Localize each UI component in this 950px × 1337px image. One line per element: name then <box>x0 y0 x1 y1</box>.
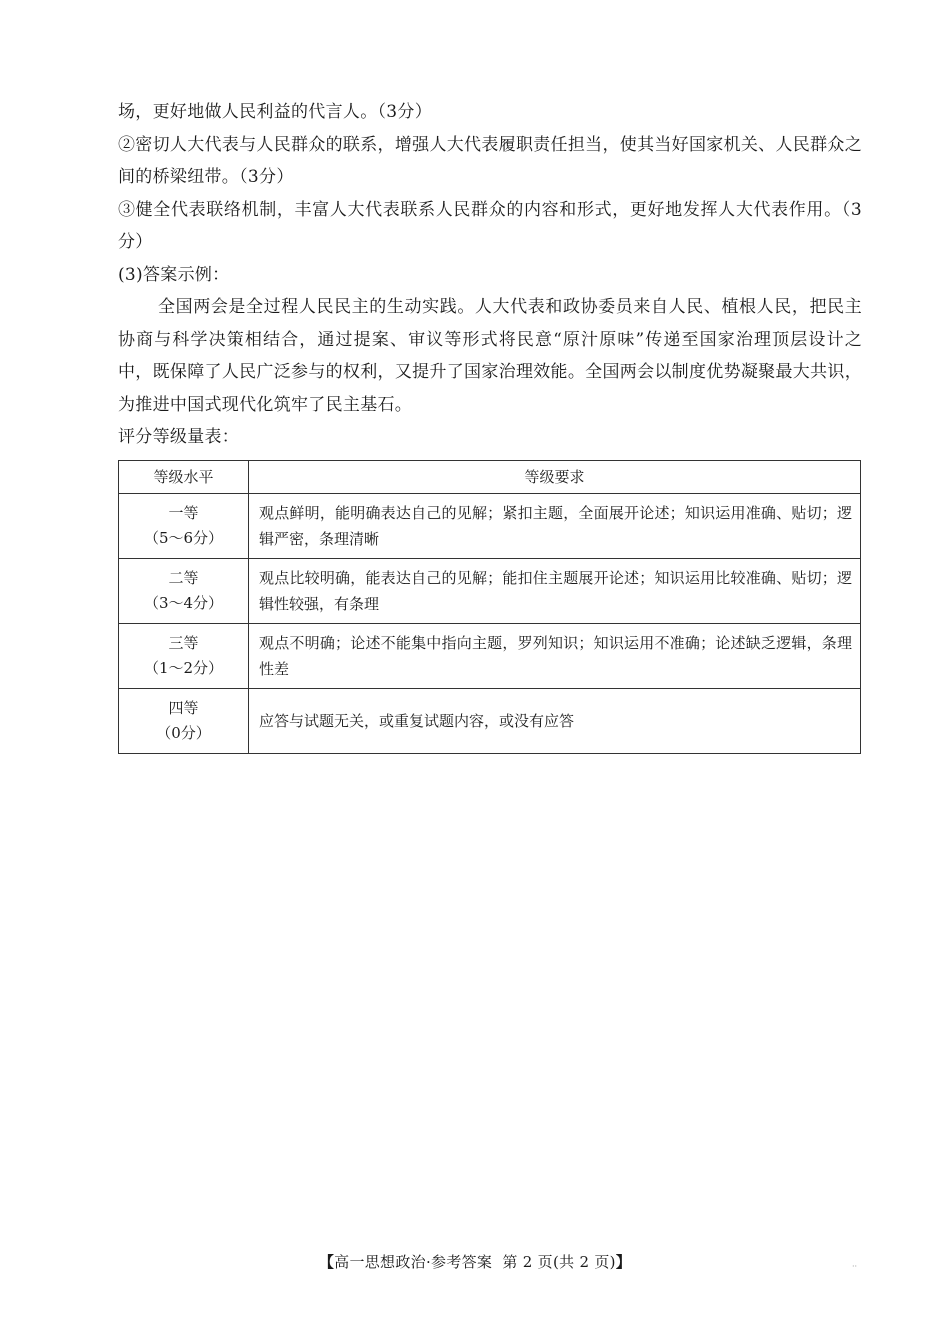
paragraph-4: (3)答案示例： <box>118 264 230 285</box>
level-score: （3～4分） <box>143 593 224 612</box>
rubric-header-row <box>119 460 861 493</box>
footer-bracket-close: 】 <box>615 1253 632 1271</box>
level-cell <box>119 558 249 623</box>
requirement-cell: 应答与试题无关，或重复试题内容，或没有应答 <box>249 688 861 753</box>
level-score: （5～6分） <box>143 528 224 547</box>
header-requirement: 等级要求 <box>249 460 861 493</box>
table-row <box>119 493 861 558</box>
level-score: （0分） <box>156 723 211 742</box>
paragraph-2: ②密切人大代表与人民群众的联系，增强人大代表履职责任担当，使其当好国家机关、人民群众之间的桥梁纽带。（3分） <box>118 134 862 187</box>
answer-paragraphs <box>118 96 862 454</box>
level-cell <box>119 688 249 753</box>
level-name: 四等 <box>168 698 199 717</box>
level-score: （1～2分） <box>143 658 224 677</box>
footer-bracket-open: 【 <box>318 1253 335 1271</box>
footer-page-number: 第 2 页(共 2 页) <box>502 1253 616 1271</box>
level-name: 一等 <box>168 503 199 522</box>
paragraph-5: 全国两会是全过程人民民主的生动实践。人大代表和政协委员来自人民、植根人民，把民主协商与科学决策相结合，通过提案、审议等形式将民意“原汁原味”传递至国家治理顶层设计之中，既保障了人民广泛参与的权利，又提升了国家治理效能。全国两会以制度优势凝聚最大共识，为推进中国式现代化筑牢了民主基石。 <box>118 297 862 415</box>
level-cell <box>119 493 249 558</box>
page-footer <box>0 1251 950 1272</box>
level-cell <box>119 623 249 688</box>
level-name: 三等 <box>168 633 199 652</box>
corner-mark: ·· <box>852 1262 858 1271</box>
rubric-table <box>118 460 861 754</box>
footer-title: 高一思想政治·参考答案 <box>334 1253 493 1271</box>
requirement-cell: 观点比较明确，能表达自己的见解；能扣住主题展开论述；知识运用比较准确、贴切；逻辑性较强，有条理 <box>249 558 861 623</box>
requirement-cell: 观点鲜明，能明确表达自己的见解；紧扣主题，全面展开论述；知识运用准确、贴切；逻辑严密，条理清晰 <box>249 493 861 558</box>
paragraph-3: ③健全代表联络机制，丰富人大代表联系人民群众的内容和形式，更好地发挥人大代表作用。（3分） <box>118 199 862 252</box>
header-level: 等级水平 <box>119 460 249 493</box>
table-row <box>119 558 861 623</box>
table-row <box>119 688 861 753</box>
requirement-cell: 观点不明确；论述不能集中指向主题，罗列知识；知识运用不准确；论述缺乏逻辑，条理性差 <box>249 623 861 688</box>
paragraph-6: 评分等级量表： <box>118 427 240 447</box>
level-name: 二等 <box>168 568 199 587</box>
answer-content <box>118 96 862 754</box>
paragraph-1: 场，更好地做人民利益的代言人。（3分） <box>118 102 433 122</box>
table-row <box>119 623 861 688</box>
